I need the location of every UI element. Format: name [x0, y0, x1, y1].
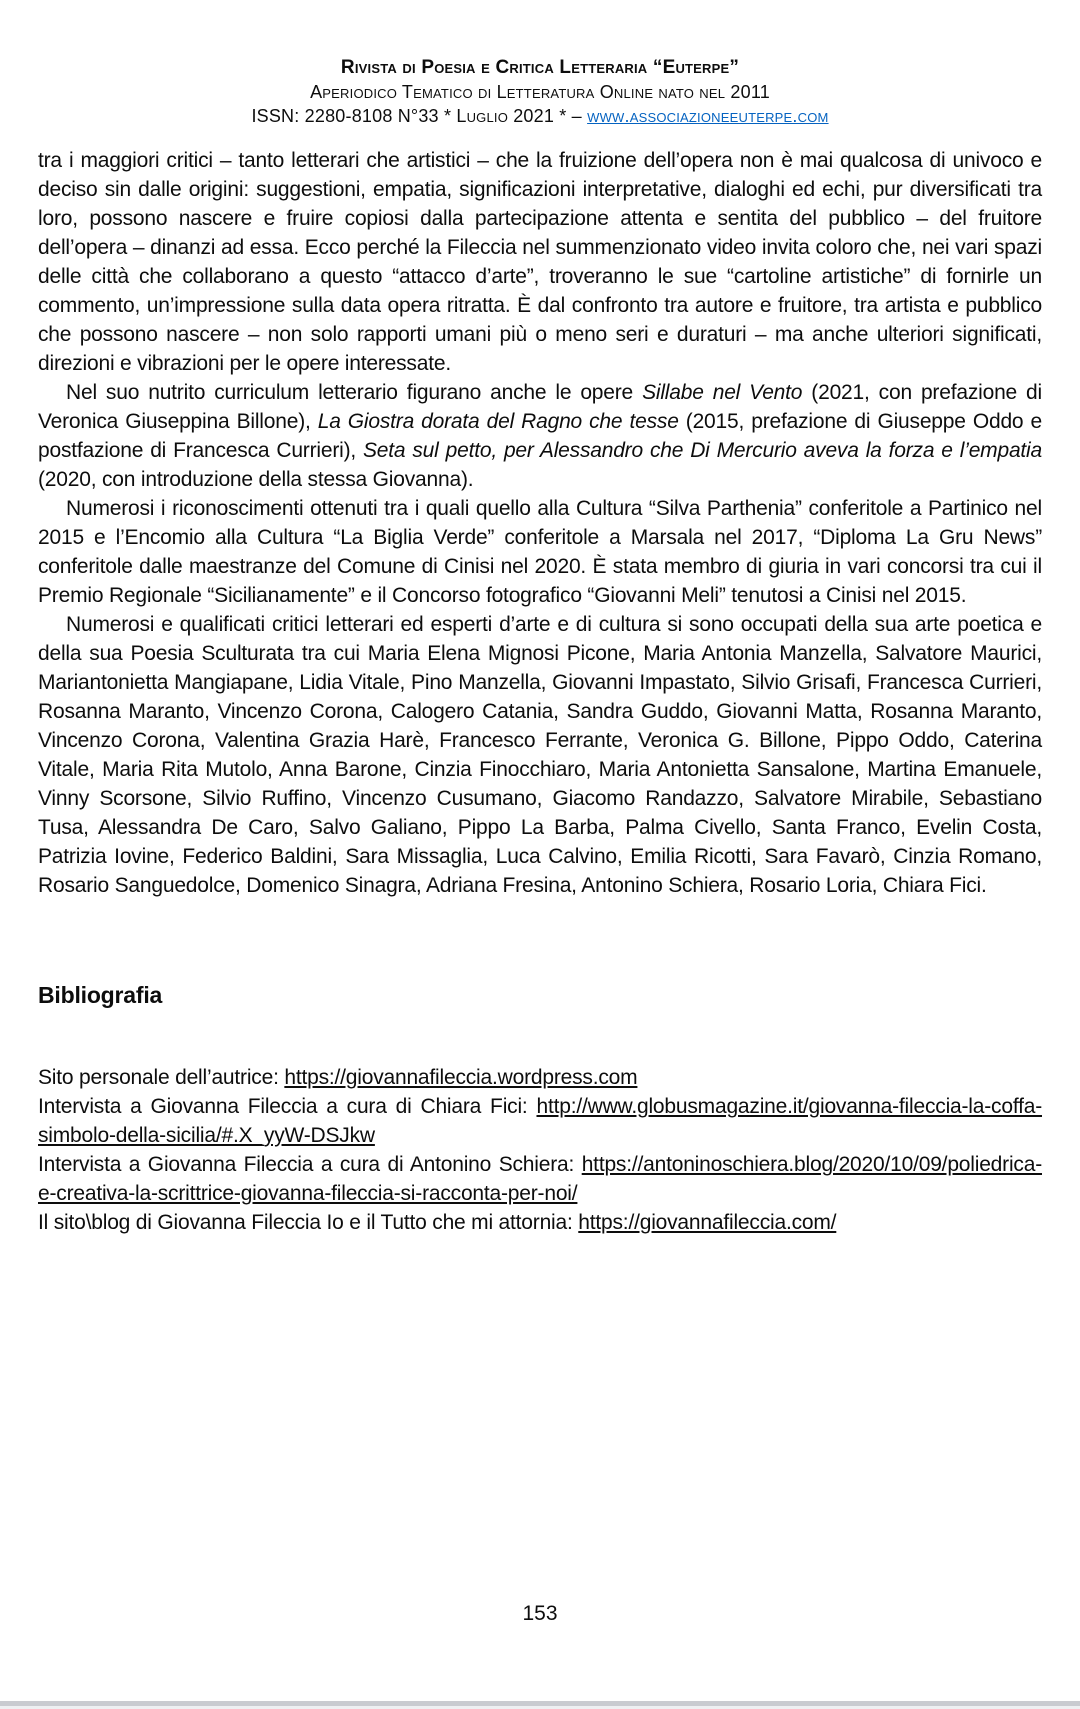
text-run: Il sito\blog di Giovanna Fileccia Io e il Tutto che mi attornia: — [38, 1211, 579, 1234]
bibliography-heading: Bibliografia — [38, 982, 163, 1008]
text-run: Numerosi i riconoscimenti ottenuti tra i quali quello alla Cultura “Silva Parthenia” conferitole a Partinico nel 2015 e l’Encomio alla Cultura “La Biglia Verde” conferitole a Marsala nel 2017, “Diploma La Gru News” conferitole dalle maestranze del Comune di Cinisi nel 2020. È stata membro di giuria in vari concorsi tra cui il Premio Regionale “Sicilianamente” e il Concorso fotografico “Giovanni Meli” tenutosi a Cinisi nel 2015. — [38, 497, 1042, 607]
page-number: 153 — [522, 1602, 558, 1625]
paragraph — [38, 610, 1042, 900]
book-title-italic: Sillabe nel Vento — [642, 381, 803, 404]
bibliography-link[interactable]: https://antoninoschiera.blog/2020/10/09/poliedrica-e-creativa-la-scrittrice-giovanna-fileccia-si-racconta-per-noi/ — [38, 1153, 1042, 1205]
issue-info: ISSN: 2280-8108 N°33 * Luglio 2021 * – — [251, 106, 588, 126]
association-site-link[interactable]: www.associazioneeuterpe.com — [587, 106, 829, 126]
text-run: Intervista a Giovanna Fileccia a cura di Chiara Fici: — [38, 1095, 537, 1118]
page-content — [38, 146, 1042, 1237]
bibliography-item — [38, 1150, 1042, 1208]
bibliography-item — [38, 1063, 1042, 1092]
text-run: tra i maggiori critici – tanto letterari che artistici – che la fruizione dell’opera non è mai qualcosa di univoco e deciso sin dalle origini: suggestioni, empatia, significazioni interpretative, dialoghi ed echi, pur diversificati tra loro, possono nascere e fruire copiosi dalla partecipazione attenta e sentita del pubblico – del fruitore dell’opera – dinanzi ad essa. Ecco perché la Fileccia nel summenzionato video invita coloro che, nei vari spazi delle città che collaborano a questo “attacco d’arte”, troveranno le sue “cartoline artistiche” di fornirle un commento, un’impressione sulla data opera ritratta. È dal confronto tra autore e fruitore, tra artista e pubblico che possono nascere – non solo rapporti umani più o meno seri e duraturi – ma anche ulteriori significati, direzioni e vibrazioni per le opere interessate. — [38, 149, 1042, 375]
paragraph — [38, 378, 1042, 494]
paragraph — [38, 494, 1042, 610]
text-run: Nel suo nutrito curriculum letterario figurano anche le opere — [66, 381, 643, 404]
journal-title: Rivista di Poesia e Critica Letteraria “Euterpe” — [340, 57, 740, 78]
book-title-italic: La Giostra dorata del Ragno che tesse — [317, 410, 679, 433]
text-run: Sito personale dell’autrice: — [38, 1066, 285, 1089]
text-run: Intervista a Giovanna Fileccia a cura di Antonino Schiera: — [38, 1153, 582, 1176]
body-paragraphs — [38, 146, 1042, 900]
journal-header — [0, 56, 1080, 128]
bibliography-item — [38, 1208, 1042, 1237]
book-title-italic: Seta sul petto, per Alessandro che Di Mercurio aveva la forza e l’empatia — [363, 439, 1043, 462]
text-run: Numerosi e qualificati critici letterari ed esperti d’arte e di cultura si sono occupati della sua arte poetica e della sua Poesia Sculturata tra cui Maria Elena Mignosi Picone, Maria Antonia Manzella, Salvatore Maurici, Mariantonietta Mangiapane, Lidia Vitale, Pino Manzella, Giovanni Impastato, Silvio Grisafi, Francesca Currieri, Rosanna Maranto, Vincenzo Corona, Calogero Catania, Sandra Guddo, Giovanni Matta, Rosanna Maranto, Vincenzo Corona, Valentina Grazia Harè, Francesco Ferrante, Veronica G. Billone, Pippo Oddo, Caterina Vitale, Maria Rita Mutolo, Anna Barone, Cinzia Finocchiaro, Maria Antonietta Sansalone, Martina Emanuele, Vinny Scorsone, Silvio Ruffino, Vincenzo Cusumano, Giacomo Randazzo, Salvatore Mirabile, Sebastiano Tusa, Alessandra De Caro, Salvo Galiano, Pippo La Barba, Palma Civello, Santa Franco, Evelin Costa, Patrizia Iovine, Federico Baldini, Sara Missaglia, Luca Calvino, Emilia Ricotti, Sara Favarò, Cinzia Romano, Rosario Sanguedolce, Domenico Sinagra, Adriana Fresina, Antonino Schiera, Rosario Loria, Chiara Fici. — [38, 613, 1042, 897]
bibliography-link[interactable]: https://giovannafileccia.wordpress.com — [284, 1066, 638, 1089]
bibliography-list — [38, 1063, 1042, 1237]
text-run: (2020, con introduzione della stessa Giovanna). — [38, 468, 474, 491]
text-run: (2015, prefazione di Giuseppe Oddo e postfazione di Francesca Currieri), — [38, 410, 1042, 462]
bibliography-item — [38, 1092, 1042, 1150]
text-run: (2021, con prefazione di Veronica Giuseppina Billone), — [38, 381, 1042, 433]
issue-line — [0, 104, 1080, 128]
bibliography-link[interactable]: https://giovannafileccia.com/ — [578, 1211, 837, 1234]
bibliography-link[interactable]: http://www.globusmagazine.it/giovanna-fileccia-la-coffa-simbolo-della-sicilia/#.X_yyW-DSJkw — [38, 1095, 1042, 1147]
paragraph — [38, 146, 1042, 378]
journal-subtitle: Aperiodico Tematico di Letteratura Online nato nel 2011 — [310, 82, 770, 102]
